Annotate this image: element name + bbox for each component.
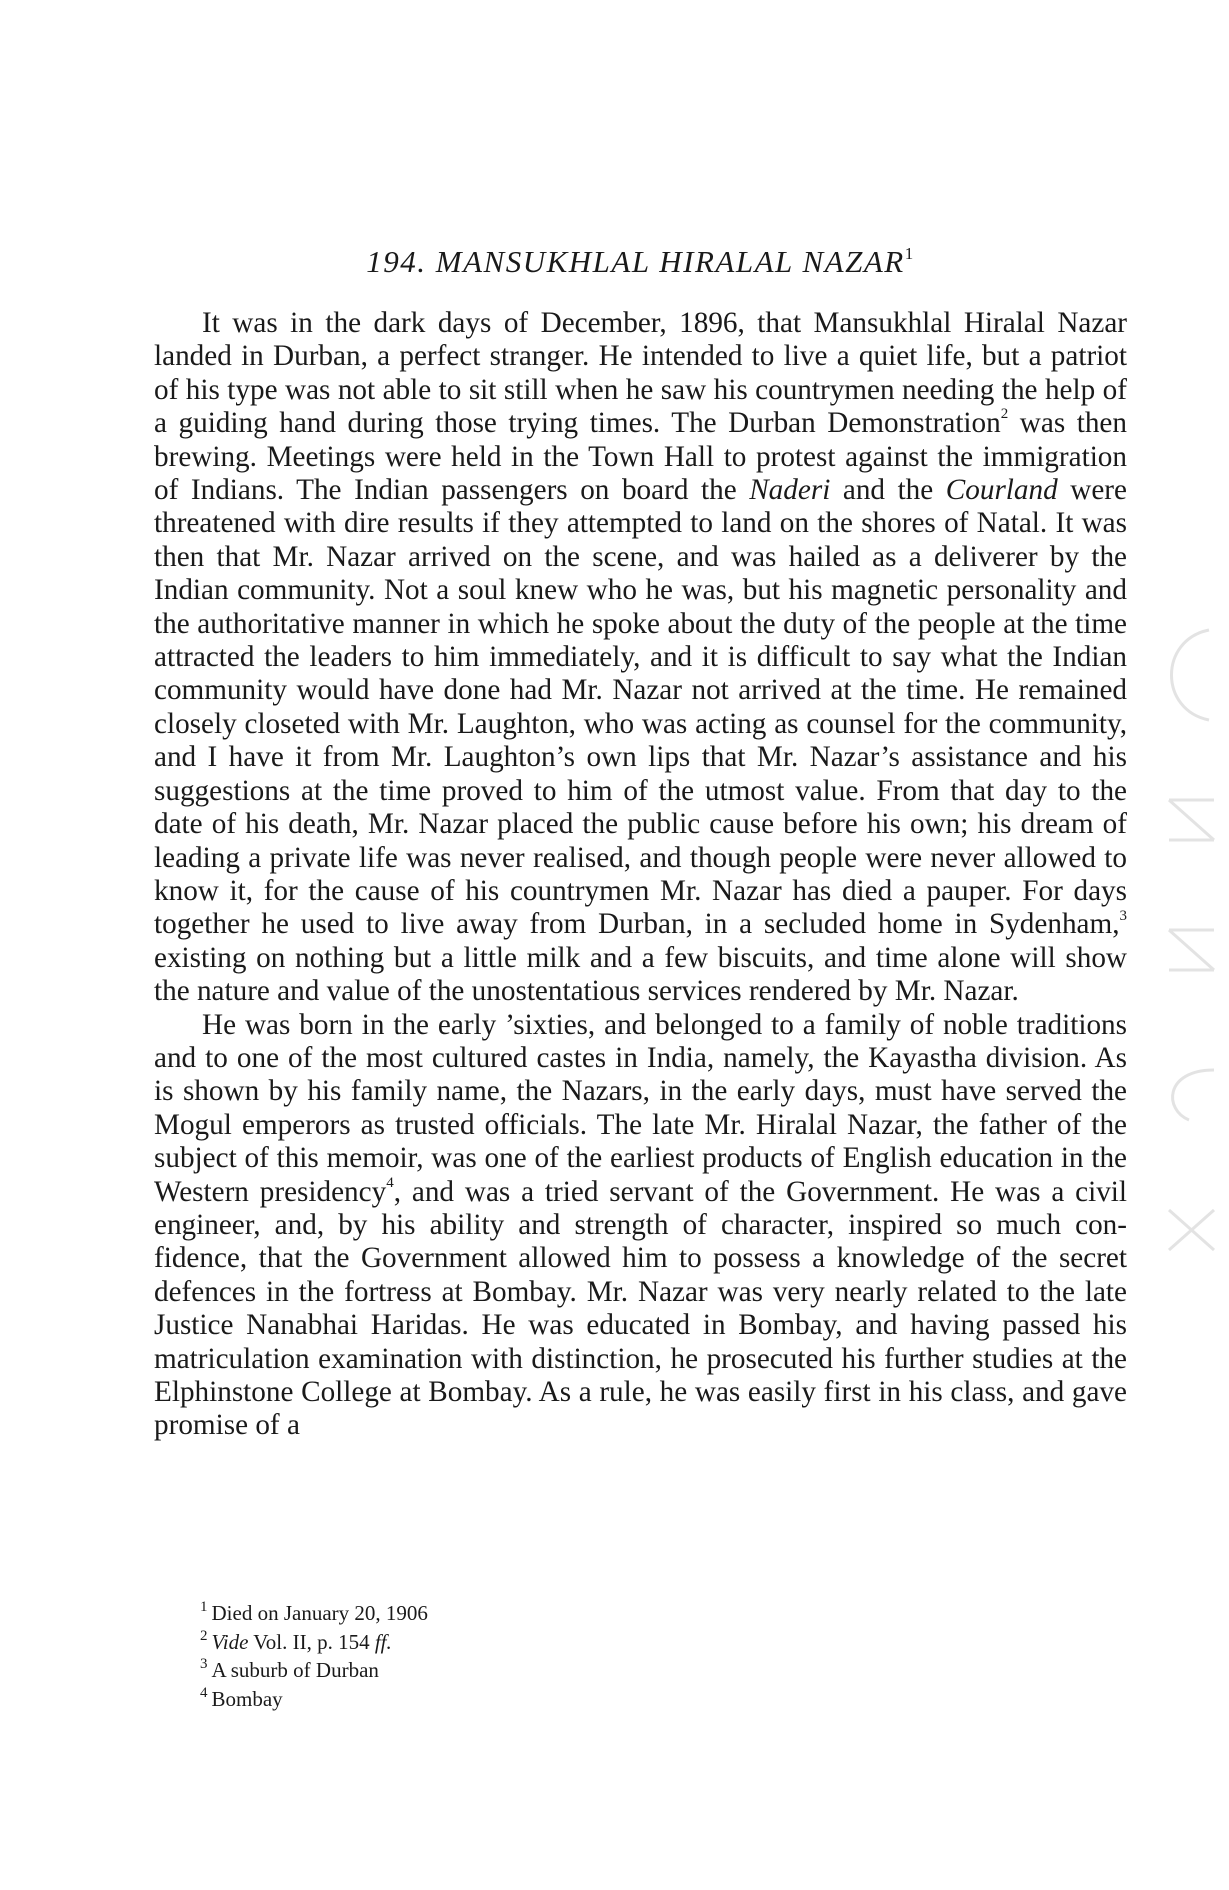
footnote-1-number: 1 — [200, 1599, 208, 1615]
footnote-4-text: Bombay — [211, 1686, 283, 1711]
footnote-ref: 2 — [1000, 406, 1009, 423]
text-run: was then brewing. Meetings were held in the Town Hall to protest against the immigration of Indians. The Indian passengers on board the — [154, 407, 1127, 507]
article-body — [154, 307, 1127, 1443]
footnote-4 — [200, 1685, 900, 1714]
ship-name: Naderi — [749, 474, 831, 507]
text-run: He was born in the early ’sixties, and belonged to a family of noble traditions and to one of the most cultured castes in India, namely, the Kayastha division. As is shown by his family name, the Nazars, in the early days, must have served the Mogul emperors as trusted officials. The late Mr. Hiralal Nazar, the father of the subject of this memoir, was one of the earliest products of English education in the Western presidency — [154, 1008, 1127, 1208]
paragraph-1 — [154, 307, 1127, 1009]
text-run: It was in the dark days of December, 1896, that Mansukhlal Hiralal Nazar landed in Durban, a perfect stranger. He intended to live a quiet life, but a patriot of his type was not able to sit still when he saw his countrymen needing the help of a guiding hand during those trying times. The Durban Demonstration — [154, 307, 1127, 440]
footnote-2-vide: Vide — [211, 1629, 249, 1654]
article-title — [154, 243, 1127, 279]
paragraph-2 — [154, 1009, 1127, 1443]
footnote-3-text: A suburb of Durban — [211, 1658, 379, 1682]
footnote-3 — [200, 1656, 900, 1685]
document-page — [154, 0, 1127, 1890]
text-run: , and was a tried servant of the Government. He was a civil engineer, and, by his ability and strength of character, inspired so much confidence, that the Government allowed him to possess a knowledge of the secret defences in the fortress at Bombay. Mr. Nazar was very nearly related to the late Justice Nanabhai Haridas. He was educated in Bombay, and having passed his matriculation examination with distinction, he prosecuted his further studies at the Elphinstone College at Bombay. As a rule, he was easily first in his class, and gave promise of a — [154, 1175, 1128, 1442]
footnote-2 — [200, 1628, 900, 1657]
watermark-stamp — [1139, 600, 1229, 1300]
footnote-2-text: Vol. II, p. 154 — [248, 1629, 375, 1654]
text-run: existing on nothing but a little milk and a few biscuits, and time alone will show the nature and value of the unostentatious services rendered by Mr. Nazar. — [154, 941, 1127, 1008]
footnotes — [200, 1599, 900, 1713]
footnote-4-number: 4 — [200, 1684, 208, 1701]
footnote-2-ff: ff. — [374, 1629, 392, 1654]
footnote-ref: 4 — [386, 1174, 394, 1191]
footnote-2-number: 2 — [200, 1627, 208, 1644]
article-title-text: 194. MANSUKHLAL HIRALAL NAZAR — [366, 244, 905, 279]
title-footnote-mark: 1 — [904, 243, 915, 263]
footnote-3-number: 3 — [200, 1656, 208, 1672]
footnote-1 — [200, 1599, 900, 1628]
footnote-ref: 3 — [1119, 907, 1127, 924]
footnote-1-text: Died on January 20, 1906 — [211, 1601, 428, 1625]
text-run: were threatened with dire results if they attempted to land on the shores of Natal. It was then that Mr. Nazar arrived on the scene, and was hailed as a deliverer by the Indian community. Not a soul knew who he was, but his magnetic personality and the authoritative manner in which he spoke about the duty of the people at the time attracted the leaders to him immediately, and it is difficult to say what the Indian community would have done had Mr. Nazar not arrived at the time. He remained closely closeted with Mr. Laughton, who was acting as counsel for the community, and I have it from Mr. Laughton’s own lips that Mr. Nazar’s assistance and his suggestions at the time proved to him of the utmost value. From that day to the date of his death, Mr. Nazar placed the public cause before his own; his dream of leading a private life was never realised, and though people were never allowed to know it, for the cause of his countrymen Mr. Nazar has died a pauper. For days together he used to live away from Durban, in a secluded home in Sydenham, — [154, 474, 1127, 941]
text-run: and the — [830, 474, 946, 507]
ship-name: Courland — [945, 474, 1058, 507]
